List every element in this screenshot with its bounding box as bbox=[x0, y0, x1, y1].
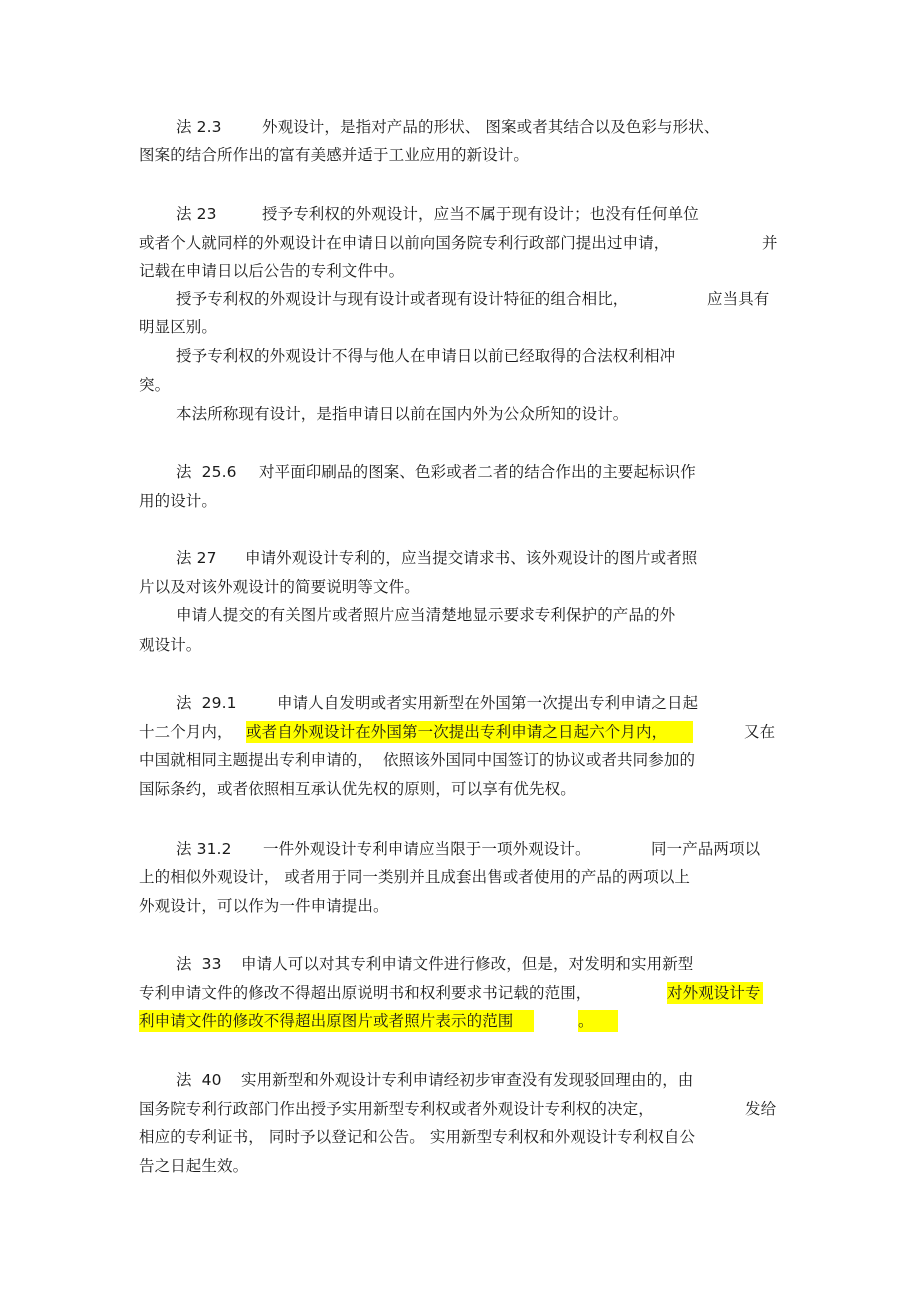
article-23-label: 法 23 bbox=[176, 205, 217, 223]
article-25-6-label: 法 25.6 bbox=[176, 463, 237, 481]
article-23-para-3-line-1: 授予专利权的外观设计不得与他人在申请日以前已经取得的合法权利相冲 bbox=[176, 347, 676, 365]
article-29-1-line-2-end: 又在 bbox=[744, 723, 776, 741]
article-27-line-2: 片以及对该外观设计的简要说明等文件。 bbox=[139, 578, 420, 596]
article-33-line-1: 申请人可以对其专利申请文件进行修改，但是，对发明和实用新型 bbox=[241, 955, 694, 973]
article-23-line-1: 授予专利权的外观设计，应当不属于现有设计；也没有任何单位 bbox=[262, 205, 699, 223]
article-29-1-line-4: 国际条约，或者依照相互承认优先权的原则，可以享有优先权。 bbox=[139, 780, 576, 798]
article-33-highlighted-clause-2: 利申请文件的修改不得超出原图片或者照片表示的范围 bbox=[139, 1010, 534, 1032]
article-40-line-2-end: 发给 bbox=[745, 1100, 777, 1118]
article-40-label: 法 40 bbox=[176, 1071, 222, 1089]
article-23-para-3-line-2: 突。 bbox=[139, 376, 171, 394]
article-23-line-2-end: 并 bbox=[762, 234, 778, 252]
article-27-para-2-line-1: 申请人提交的有关图片或者照片应当清楚地显示要求专利保护的产品的外 bbox=[176, 606, 676, 624]
article-31-2-line-3: 外观设计，可以作为一件申请提出。 bbox=[139, 897, 389, 915]
article-33-highlighted-clause-1: 对外观设计专 bbox=[667, 984, 761, 1002]
article-29-1-highlighted-clause: 或者自外观设计在外国第一次提出专利申请之日起六个月内， bbox=[246, 721, 693, 743]
article-31-2-label: 法 31.2 bbox=[176, 840, 232, 858]
article-2-3-line-2: 图案的结合所作出的富有美感并适于工业应用的新设计。 bbox=[139, 146, 530, 164]
article-25-6-line-1: 对平面印刷品的图案、色彩或者二者的结合作出的主要起标识作 bbox=[259, 463, 696, 481]
article-40-line-2: 国务院专利行政部门作出授予实用新型专利权或者外观设计专利权的决定， bbox=[139, 1100, 654, 1118]
article-33-highlighted-period: 。 bbox=[578, 1010, 618, 1032]
article-40-line-4: 告之日起生效。 bbox=[139, 1157, 249, 1175]
article-27-para-2-line-2: 观设计。 bbox=[139, 636, 202, 654]
article-23-para-2-line-1: 授予专利权的外观设计与现有设计或者现有设计特征的组合相比， bbox=[176, 290, 629, 308]
article-31-2-line-1-end: 同一产品两项以 bbox=[651, 840, 761, 858]
article-23-para-2-line-2: 明显区别。 bbox=[139, 318, 218, 336]
article-29-1-line-3: 中国就相同主题提出专利申请的， 依照该外国同中国签订的协议或者共同参加的 bbox=[139, 751, 696, 769]
article-23-para-4: 本法所称现有设计，是指申请日以前在国内外为公众所知的设计。 bbox=[176, 405, 629, 423]
article-31-2-line-2: 上的相似外观设计， 或者用于同一类别并且成套出售或者使用的产品的两项以上 bbox=[139, 868, 691, 886]
article-23-line-2: 或者个人就同样的外观设计在申请日以前向国务院专利行政部门提出过申请， bbox=[139, 234, 670, 252]
article-40-line-1: 实用新型和外观设计专利申请经初步审查没有发现驳回理由的，由 bbox=[241, 1071, 694, 1089]
article-27-line-1: 申请外观设计专利的，应当提交请求书、该外观设计的图片或者照 bbox=[245, 549, 698, 567]
article-29-1-label: 法 29.1 bbox=[176, 694, 237, 712]
article-29-1-line-2-start: 十二个月内， bbox=[139, 723, 233, 741]
article-29-1-line-1: 申请人自发明或者实用新型在外国第一次提出专利申请之日起 bbox=[277, 694, 699, 712]
article-2-3-label: 法 2.3 bbox=[176, 118, 222, 136]
article-23-para-2-line-1-end: 应当具有 bbox=[707, 290, 770, 308]
article-23-line-3: 记载在申请日以后公告的专利文件中。 bbox=[139, 262, 405, 280]
article-2-3-line-1: 外观设计，是指对产品的形状、 图案或者其结合以及色彩与形状、 bbox=[262, 118, 720, 136]
article-33-line-2-start: 专利申请文件的修改不得超出原说明书和权利要求书记载的范围， bbox=[139, 984, 592, 1002]
article-27-label: 法 27 bbox=[176, 549, 217, 567]
article-31-2-line-1: 一件外观设计专利申请应当限于一项外观设计。 bbox=[263, 840, 591, 858]
article-33-label: 法 33 bbox=[176, 955, 222, 973]
article-25-6-line-2: 用的设计。 bbox=[139, 492, 218, 510]
article-40-line-3: 相应的专利证书， 同时予以登记和公告。 实用新型专利权和外观设计专利权自公 bbox=[139, 1128, 696, 1146]
